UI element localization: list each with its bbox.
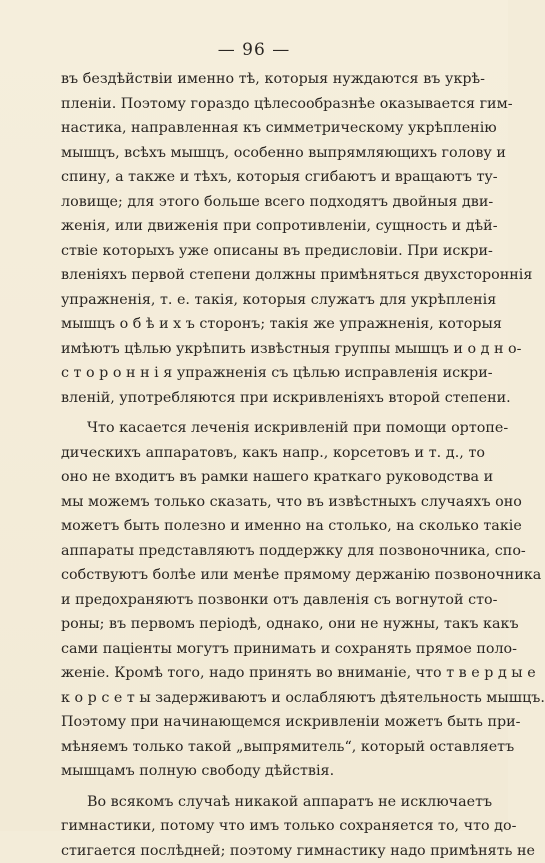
page-number: — 96 — xyxy=(0,40,508,60)
text-line: Что касается леченія искривленій при помощи ортопе- xyxy=(61,416,485,441)
text-line: Во всякомъ случаѣ никакой аппаратъ не исключаетъ xyxy=(61,790,485,815)
body-text xyxy=(61,67,485,863)
text-line: настика, направленная къ симметрическому укрѣпленію xyxy=(61,116,485,141)
text-line: можетъ быть полезно и именно на столько, на сколько такіе xyxy=(61,514,485,539)
text-line: дическихъ аппаратовъ, какъ напр., корсетовъ и т. д., то xyxy=(61,441,485,466)
text-line: мышцъ, всѣхъ мышцъ, особенно выпрямляющихъ голову и xyxy=(61,141,485,166)
text-line: оно не входитъ въ рамки нашего краткаго руководства и xyxy=(61,465,485,490)
text-line: вленій, употребляются при искривленіяхъ второй степени. xyxy=(61,386,485,411)
text-line: мышцамъ полную свободу дѣйствія. xyxy=(61,759,485,784)
text-line: роны; въ первомъ періодѣ, однако, они не нужны, такъ какъ xyxy=(61,612,485,637)
text-line: женія, или движенія при сопротивленіи, сущность и дѣй- xyxy=(61,214,485,239)
text-line: мышцъ о б ѣ и х ъ сторонъ; такія же упражненія, которыя xyxy=(61,312,485,337)
text-line: Поэтому при начинающемся искривленіи можетъ быть при- xyxy=(61,710,485,735)
paragraph xyxy=(61,67,485,410)
paragraph xyxy=(61,416,485,784)
text-line: въ бездѣйствіи именно тѣ, которыя нуждаются въ укрѣ- xyxy=(61,67,485,92)
text-line: с т о р о н н і я упражненія съ цѣлью исправленія искри- xyxy=(61,361,485,386)
text-line: мѣняемъ только такой „выпрямитель“, который оставляетъ xyxy=(61,735,485,760)
text-line: ствіе которыхъ уже описаны въ предисловіи. При искри- xyxy=(61,239,485,264)
text-line: к о р с е т ы задерживаютъ и ослабляютъ дѣятельность мышцъ. xyxy=(61,686,485,711)
text-line: гимнастики, потому что имъ только сохраняется то, что до- xyxy=(61,814,485,839)
text-line: пленіи. Поэтому гораздо цѣлесообразнѣе оказывается гим- xyxy=(61,92,485,117)
text-line: вленіяхъ первой степени должны примѣняться двухстороннія xyxy=(61,263,485,288)
text-line: спину, а также и тѣхъ, которыя сгибаютъ и вращаютъ ту- xyxy=(61,165,485,190)
text-line: стигается послѣдней; поэтому гимнастику надо примѣнять не xyxy=(61,839,485,863)
paragraph xyxy=(61,790,485,863)
text-line: имѣютъ цѣлью укрѣпить извѣстныя группы мышцъ и о д н о- xyxy=(61,337,485,362)
text-line: и предохраняютъ позвонки отъ давленія съ вогнутой сто- xyxy=(61,588,485,613)
text-line: женіе. Кромѣ того, надо принять во вниманіе, что т в е р д ы е xyxy=(61,661,485,686)
text-line: сами паціенты могутъ принимать и сохранять прямое поло- xyxy=(61,637,485,662)
text-line: ловище; для этого больше всего подходятъ двойныя дви- xyxy=(61,190,485,215)
text-line: мы можемъ только сказать, что въ извѣстныхъ случаяхъ оно xyxy=(61,490,485,515)
text-line: собствуютъ болѣе или менѣе прямому держанію позвоночника xyxy=(61,563,485,588)
text-line: упражненія, т. е. такія, которыя служатъ для укрѣпленія xyxy=(61,288,485,313)
text-line: аппараты представляютъ поддержку для позвоночника, спо- xyxy=(61,539,485,564)
